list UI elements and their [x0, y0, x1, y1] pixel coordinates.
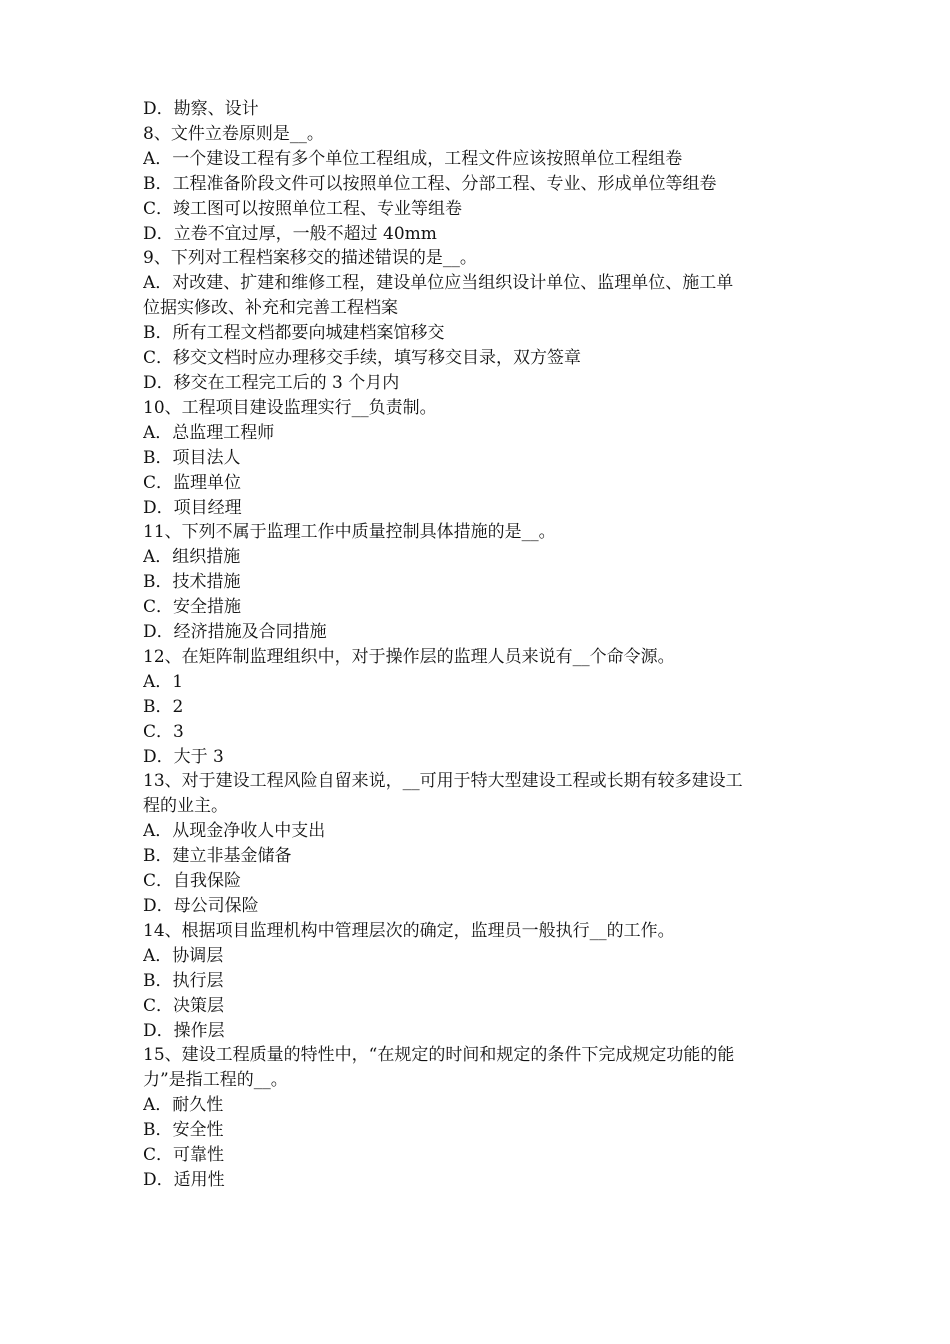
option-line: C．监理单位 — [143, 472, 242, 493]
document-page — [143, 97, 823, 1193]
question-line: 10、工程项目建设监理实行__负责制。 — [143, 397, 437, 418]
option-line: C．决策层 — [143, 995, 225, 1016]
question-line: 14、根据项目监理机构中管理层次的确定，监理员一般执行__的工作。 — [143, 920, 675, 941]
option-line: A．1 — [143, 671, 184, 692]
question-line: 11、下列不属于监理工作中质量控制具体措施的是__。 — [143, 522, 556, 543]
option-line: A．一个建设工程有多个单位工程组成，工程文件应该按照单位工程组卷 — [143, 148, 683, 169]
question-line: 13、对于建设工程风险自留来说，__可用于特大型建设工程或长期有较多建设工 — [143, 771, 743, 792]
option-line: B．安全性 — [143, 1120, 224, 1141]
option-line: D．操作层 — [143, 1020, 225, 1041]
question-line: 力”是指工程的__。 — [143, 1070, 288, 1091]
option-line: A．组织措施 — [143, 547, 241, 568]
option-line: B．所有工程文档都要向城建档案馆移交 — [143, 323, 445, 344]
option-line: B．执行层 — [143, 970, 224, 991]
option-line: C．3 — [143, 721, 184, 742]
option-line: C．可靠性 — [143, 1145, 225, 1166]
option-line: D．项目经理 — [143, 497, 242, 518]
question-line: 9、下列对工程档案移交的描述错误的是__。 — [143, 248, 477, 269]
option-line: D．适用性 — [143, 1169, 225, 1190]
option-line: A．从现金净收人中支出 — [143, 821, 326, 842]
option-line: B．技术措施 — [143, 572, 241, 593]
question-line: 12、在矩阵制监理组织中，对于操作层的监理人员来说有__个命令源。 — [143, 646, 675, 667]
option-line: D．立卷不宜过厚，一般不超过 40mm — [143, 223, 437, 244]
option-line: B．工程准备阶段文件可以按照单位工程、分部工程、专业、形成单位等组卷 — [143, 173, 717, 194]
question-line: 8、文件立卷原则是__。 — [143, 123, 324, 144]
option-line: A．对改建、扩建和维修工程，建设单位应当组织设计单位、监理单位、施工单 — [143, 273, 734, 294]
option-line: C．自我保险 — [143, 871, 242, 892]
option-line: D．经济措施及合同措施 — [143, 622, 327, 643]
option-line: B．建立非基金储备 — [143, 846, 292, 867]
option-line: B．项目法人 — [143, 447, 241, 468]
option-line: D．母公司保险 — [143, 896, 259, 916]
question-line: 程的业主。 — [143, 796, 228, 817]
option-line: A．耐久性 — [143, 1095, 224, 1116]
question-line: 15、建设工程质量的特性中，“在规定的时间和规定的条件下完成规定功能的能 — [143, 1045, 735, 1066]
option-line: B．2 — [143, 696, 184, 717]
option-line: D．大于 3 — [143, 746, 224, 767]
option-line: C．安全措施 — [143, 597, 242, 618]
option-line: 位据实修改、补充和完善工程档案 — [143, 298, 398, 319]
option-line: C．竣工图可以按照单位工程、专业等组卷 — [143, 198, 463, 219]
option-line: D．勘察、设计 — [143, 99, 259, 119]
option-line: C．移交文档时应办理移交手续，填写移交目录，双方签章 — [143, 348, 582, 369]
option-line: A．总监理工程师 — [143, 422, 275, 443]
option-line: A．协调层 — [143, 945, 224, 966]
option-line: D．移交在工程完工后的 3 个月内 — [143, 372, 400, 393]
